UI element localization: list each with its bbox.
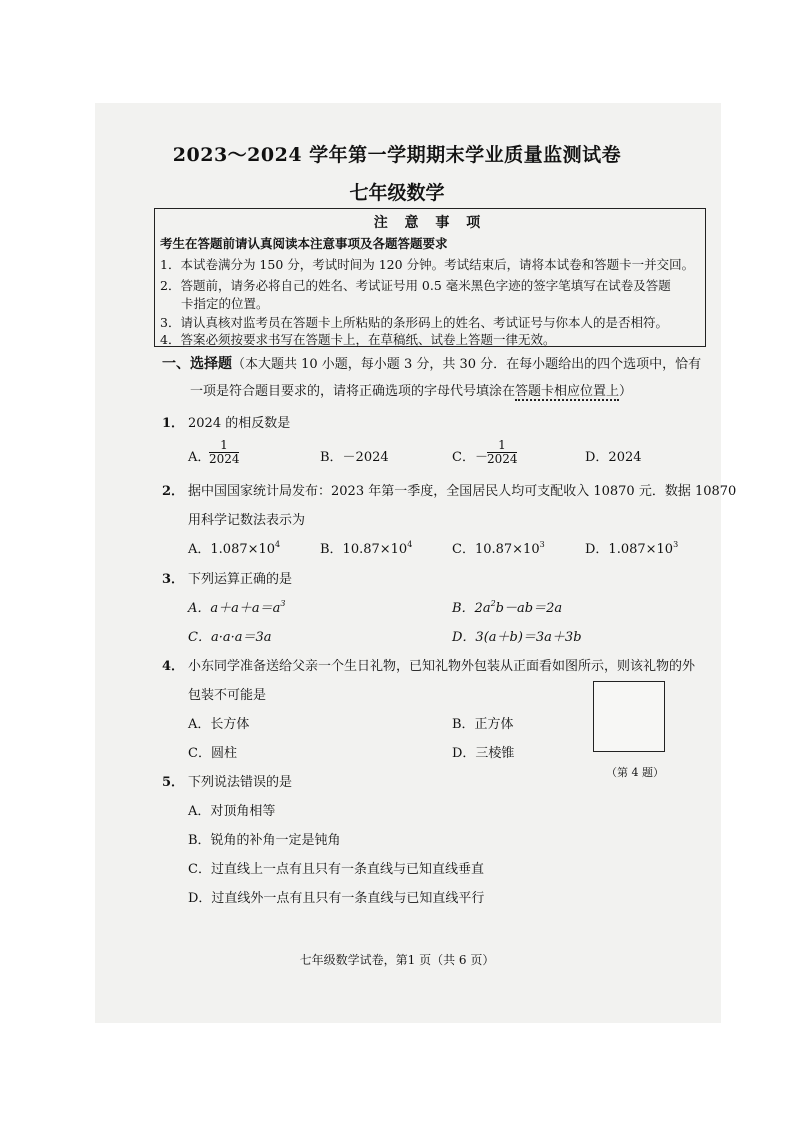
notice-item-2-cont: 卡指定的位置。 xyxy=(181,296,269,311)
q4-number: 4． xyxy=(162,659,185,674)
q3-b-exponent: 2 xyxy=(490,599,496,608)
q3-option-c: C．a·a·a＝3a xyxy=(188,630,272,645)
q1-stem: 2024 的相反数是 xyxy=(188,416,291,431)
q2-option-c xyxy=(452,538,545,557)
q3-number: 3． xyxy=(162,572,185,587)
exam-subtitle: 七年级数学 xyxy=(349,182,445,204)
q1-a-numerator: 1 xyxy=(220,438,228,452)
section-1-line-1 xyxy=(162,353,701,373)
q4-figure-square xyxy=(593,681,665,752)
q3-a-expr: A．a＋a＋a＝a xyxy=(188,601,281,616)
page-footer: 七年级数学试卷，第1 页（共 6 页） xyxy=(299,953,495,967)
q1-option-d: D．2024 xyxy=(585,450,642,465)
q2-option-d xyxy=(585,538,678,557)
q2-stem-1: 据中国国家统计局发布：2023 年第一季度，全国居民人均可支配收入 10870 元．数据 10870 xyxy=(188,484,737,499)
q1-option-c-label: C．－ xyxy=(452,450,488,465)
q3-option-a xyxy=(188,597,285,616)
q3-option-d: D．3(a＋b)＝3a＋3b xyxy=(452,630,582,645)
section-1-line-2 xyxy=(190,380,632,399)
q5-option-a: A．对顶角相等 xyxy=(188,804,276,819)
notice-item-3: 3．请认真核对监考员在答题卡上所粘贴的条形码上的姓名、考试证号与你本人的是否相符。 xyxy=(160,315,668,330)
q2-c-exponent: 3 xyxy=(539,540,545,549)
q5-stem: 下列说法错误的是 xyxy=(188,775,293,790)
q1-option-b: B．－2024 xyxy=(320,450,389,465)
q5-number: 5． xyxy=(162,775,185,790)
exam-title: 2023～2024 学年第一学期期末学业质量监测试卷 xyxy=(172,144,622,166)
q5-option-c: C．过直线上一点有且只有一条直线与已知直线垂直 xyxy=(188,862,484,877)
q4-option-c: C．圆柱 xyxy=(188,746,237,761)
section-heading: 一、选择题 xyxy=(162,356,232,372)
notice-item-1: 1．本试卷满分为 150 分，考试时间为 120 分钟。考试结束后，请将本试卷和答题卡一并交回。 xyxy=(160,257,695,272)
q5-option-d: D．过直线外一点有且只有一条直线与已知直线平行 xyxy=(188,891,485,906)
q1-c-numerator: 1 xyxy=(498,438,506,452)
q2-number: 2． xyxy=(162,484,185,499)
q4-stem-2: 包装不可能是 xyxy=(188,688,267,703)
notice-item-4: 4．答案必须按要求书写在答题卡上，在草稿纸、试卷上答题一律无效。 xyxy=(160,332,556,347)
q2-a-base: A．1.087×10 xyxy=(188,542,276,557)
q4-stem-1: 小东同学准备送给父亲一个生日礼物，已知礼物外包装从正面看如图所示，则该礼物的外 xyxy=(188,659,696,674)
q3-option-b xyxy=(452,597,562,616)
q3-b-expr-1: B．2a xyxy=(452,601,491,616)
q2-d-exponent: 3 xyxy=(673,540,679,549)
q4-option-d: D．三棱锥 xyxy=(452,746,515,761)
q4-option-a: A．长方体 xyxy=(188,717,250,732)
q1-option-a-label: A． xyxy=(188,450,211,465)
q5-option-b: B．锐角的补角一定是钝角 xyxy=(188,833,341,848)
q2-b-base: B．10.87×10 xyxy=(320,542,408,557)
q4-figure-caption: （第 4 题） xyxy=(606,766,664,779)
q2-a-exponent: 4 xyxy=(275,540,281,549)
notice-title: 注 意 事 项 xyxy=(373,215,487,231)
q1-c-denominator: 2024 xyxy=(487,452,518,466)
q1-option-c-fraction xyxy=(487,439,517,466)
q2-stem-2: 用科学记数法表示为 xyxy=(188,513,306,528)
section-desc-2b: 答题卡相应位置上 xyxy=(515,384,620,399)
q3-b-expr-2: b－ab＝2a xyxy=(495,601,563,616)
q2-option-b xyxy=(320,538,412,557)
q1-a-denominator: 2024 xyxy=(209,452,240,466)
notice-subtitle: 考生在答题前请认真阅读本注意事项及各题答题要求 xyxy=(160,236,448,251)
section-desc-1: （本大题共 10 小题，每小题 3 分，共 30 分．在每小题给出的四个选项中，恰有 xyxy=(232,357,702,372)
q3-a-exponent: 3 xyxy=(280,599,286,608)
q2-c-base: C．10.87×10 xyxy=(452,542,540,557)
q3-stem: 下列运算正确的是 xyxy=(188,572,293,587)
q4-option-b: B．正方体 xyxy=(452,717,514,732)
q1-number: 1． xyxy=(162,416,185,431)
section-desc-2c: ） xyxy=(619,384,633,399)
q1-option-a-fraction xyxy=(209,439,239,466)
q2-b-exponent: 4 xyxy=(407,540,413,549)
notice-item-2: 2．答题前，请务必将自己的姓名、考试证号用 0.5 毫米黑色字迹的签字笔填写在试卷及答题 xyxy=(160,278,671,293)
q2-d-base: D．1.087×10 xyxy=(585,542,674,557)
section-desc-2a: 一项是符合题目要求的，请将正确选项的字母代号填涂在 xyxy=(190,384,516,399)
q2-option-a xyxy=(188,538,280,557)
